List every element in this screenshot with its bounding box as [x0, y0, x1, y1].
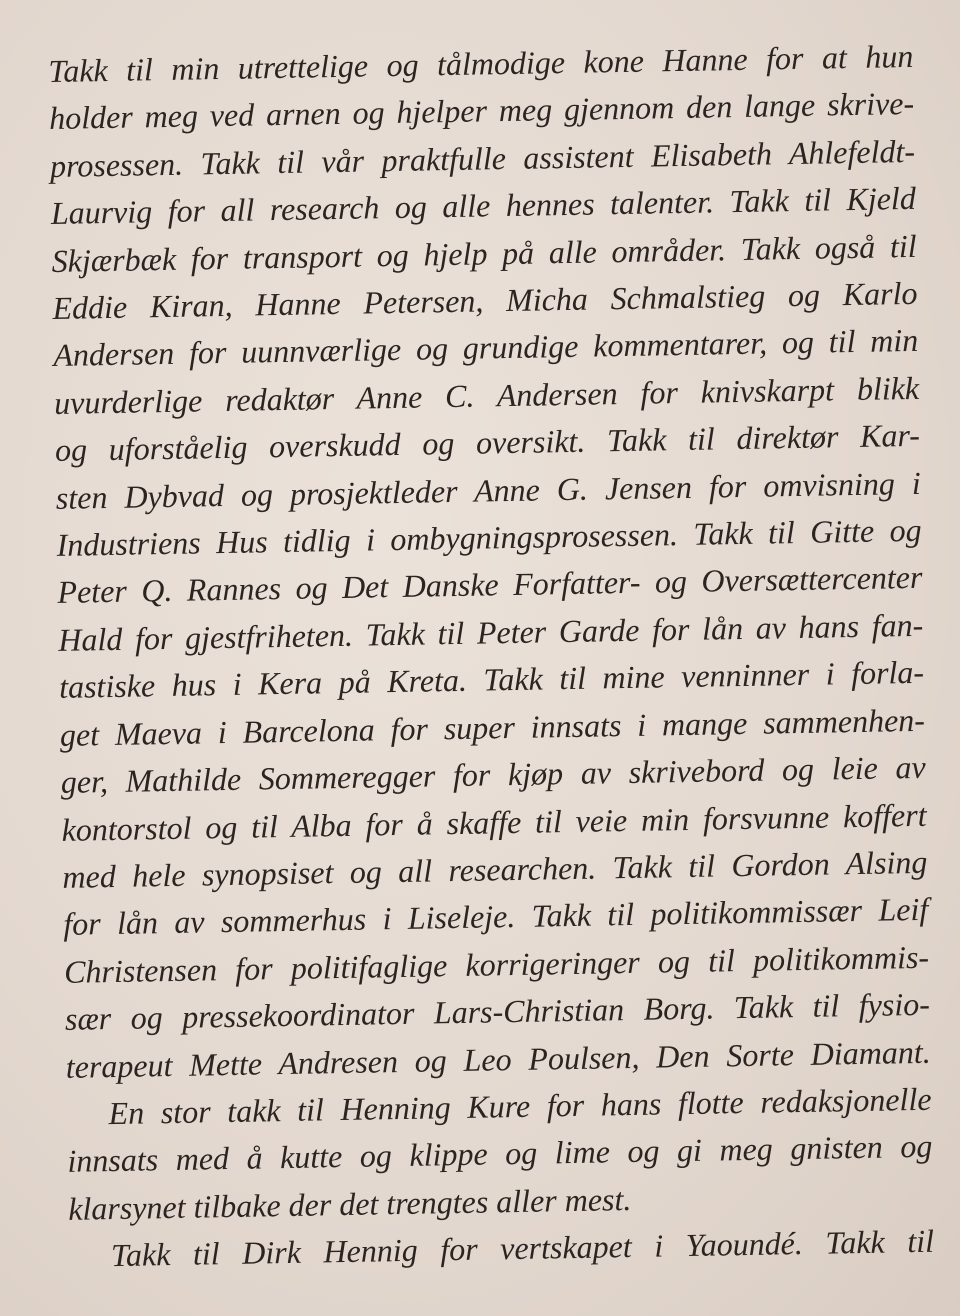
text-line: sten Dybvad og prosjektleder Anne G. Jensen for omvisning i [55, 464, 922, 516]
text-line: terapeut Mette Andresen og Leo Poulsen, Den Sorte Diamant. [65, 1033, 931, 1085]
text-line: Peter Q. Rannes og Det Danske Forfatter- og Oversættercenter [57, 559, 923, 611]
text-line: med hele synopsiset og all researchen. Takk til Gordon Alsing [62, 843, 928, 895]
text-line: Andersen for uunnværlige og grundige kommentarer, og til min [53, 322, 919, 374]
text-line: kontorstol og til Alba for å skaffe til veie min forsvunne koffert [61, 796, 927, 848]
paragraph-end-line: klarsynet tilbake der det trengtes aller mest. [67, 1180, 632, 1227]
text-line: for lån av sommerhus i Liseleje. Takk til politikommissær Leif [62, 891, 929, 943]
book-page-text [48, 33, 934, 1280]
text-line: uvurderlige redaktør Anne C. Andersen for knivskarpt blikk [53, 369, 920, 421]
paragraph-start-line: Takk til Dirk Hennig for vertskapet i Yaoundé. Takk til [110, 1222, 935, 1274]
text-line: prosessen. Takk til vår praktfulle assistent Elisabeth Ahlefeldt- [49, 132, 916, 184]
text-line: ger, Mathilde Sommeregger for kjøp av skrivebord og leie av [60, 748, 926, 800]
text-line: og uforståelig overskudd og oversikt. Takk til direktør Kar- [54, 417, 921, 469]
text-line: Industriens Hus tidlig i ombygningsprosessen. Takk til Gitte og [56, 511, 922, 563]
text-line: Hald for gjestfriheten. Takk til Peter Garde for lån av hans fan- [58, 606, 924, 658]
text-line: Takk til min utrettelige og tålmodige kone Hanne for at hun [48, 37, 914, 89]
text-line: Eddie Kiran, Hanne Petersen, Micha Schmalstieg og Karlo [52, 274, 918, 326]
text-line: sær og pressekoordinator Lars-Christian Borg. Takk til fysio- [64, 985, 931, 1037]
text-line: holder meg ved arnen og hjelper meg gjennom den lange skrive- [48, 85, 915, 137]
text-line: innsats med å kutte og klippe og lime og gi meg gnisten og [67, 1128, 933, 1180]
paragraph-start-line: En stor takk til Henning Kure for hans flotte redaksjonelle [108, 1080, 932, 1132]
text-line: Laurvig for all research og alle hennes talenter. Takk til Kjeld [50, 180, 917, 232]
text-line: Skjærbæk for transport og hjelp på alle områder. Takk også til [51, 227, 917, 279]
text-line: get Maeva i Barcelona for super innsats i mange sammenhen- [59, 701, 926, 753]
text-line: tastiske hus i Kera på Kreta. Takk til mine venninner i forla- [58, 654, 925, 706]
text-line: Christensen for politifaglige korrigeringer og til politikommis- [63, 938, 930, 990]
